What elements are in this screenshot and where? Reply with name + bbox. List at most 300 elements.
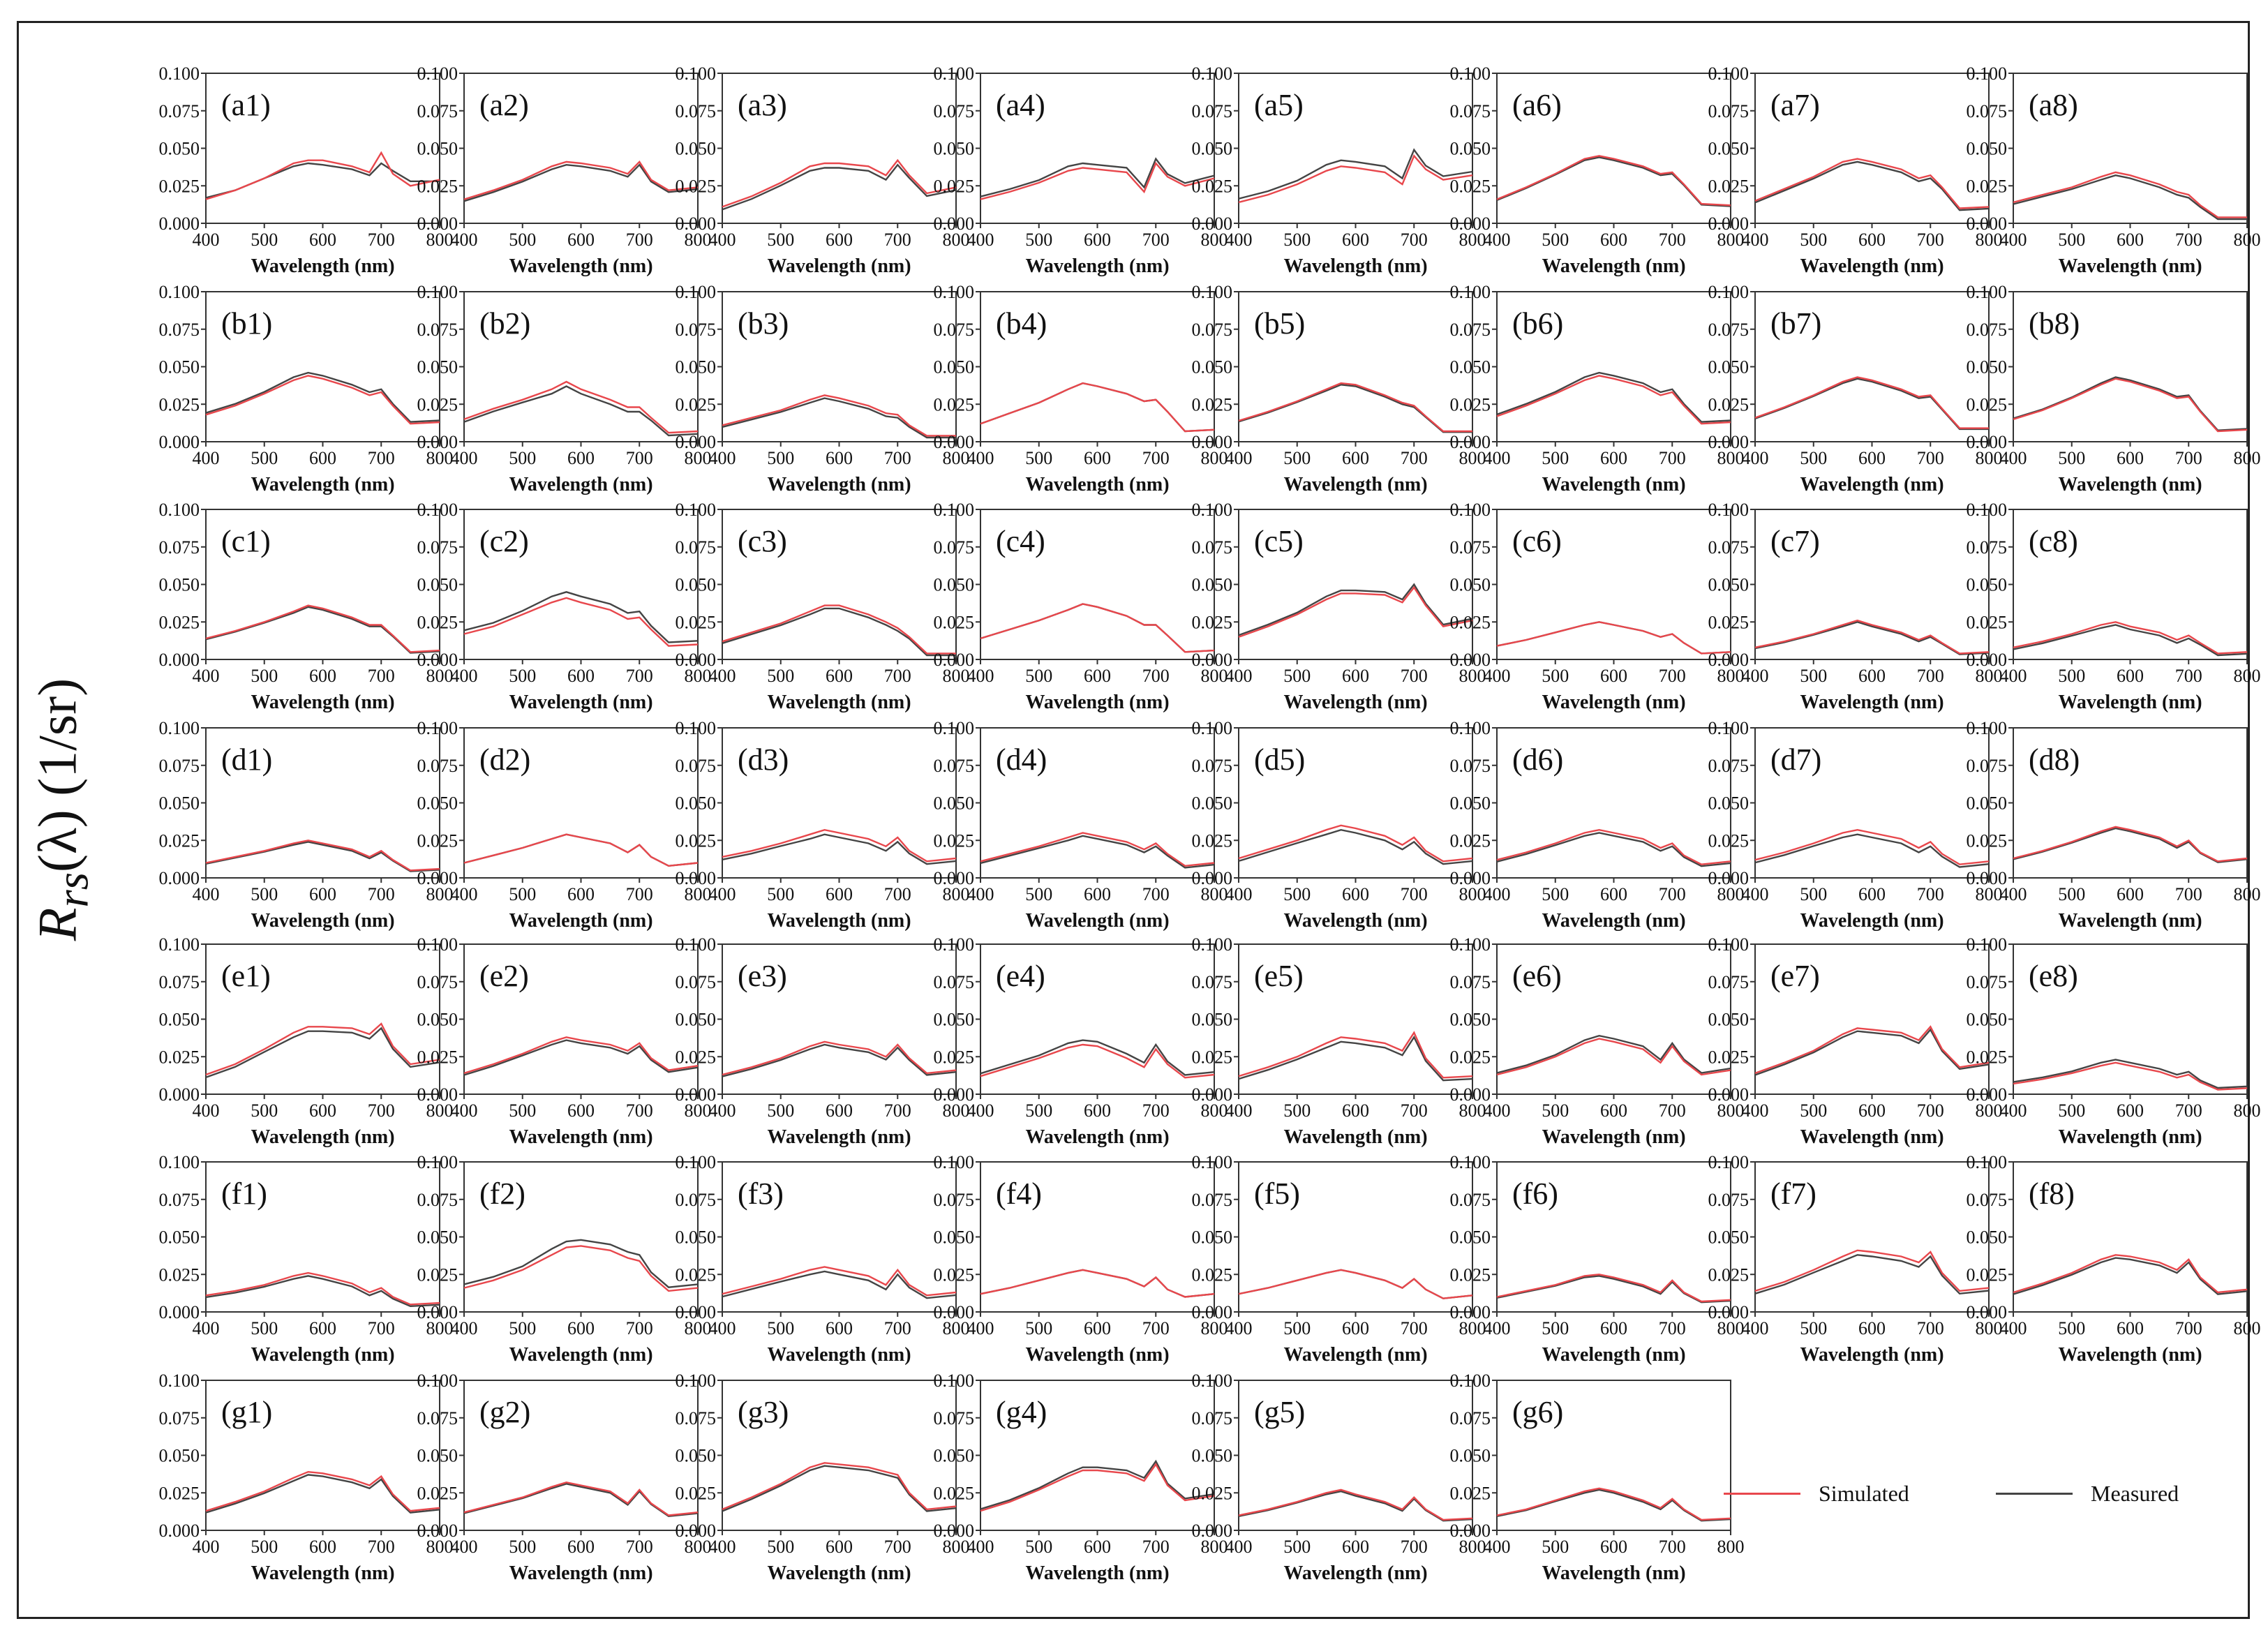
panel-d8-ytick-label-3: 0.075 bbox=[1966, 755, 2007, 776]
panel-a5-label: (a5) bbox=[1254, 88, 1304, 122]
panel-f4-ytick-label-1: 0.025 bbox=[933, 1264, 974, 1285]
panel-a2-label: (a2) bbox=[479, 88, 529, 122]
panel-g1-xtick-label-2: 600 bbox=[309, 1537, 336, 1557]
panel-e7-xtick-label-1: 500 bbox=[1800, 1100, 1828, 1121]
panel-f4-ytick-label-0: 0.000 bbox=[933, 1302, 974, 1322]
panel-c5-series-measured bbox=[1239, 585, 1472, 636]
panel-a5-xtick-label-2: 600 bbox=[1342, 230, 1369, 250]
panel-d4-xtick-label-0: 400 bbox=[967, 884, 994, 904]
panel-a6-xtick-label-1: 500 bbox=[1542, 230, 1569, 250]
panel-c2-ytick-label-2: 0.050 bbox=[417, 574, 458, 595]
panel-b7-label: (b7) bbox=[1770, 306, 1822, 341]
panel-d8-xlabel: Wavelength (nm) bbox=[2058, 910, 2202, 932]
panel-e5-xlabel: Wavelength (nm) bbox=[1283, 1126, 1428, 1148]
panel-c8-label: (c8) bbox=[2029, 524, 2078, 558]
panel-c3-xtick-label-0: 400 bbox=[708, 666, 736, 686]
panel-a5-series-measured bbox=[1239, 150, 1472, 199]
panel-b7-series-simulated bbox=[1755, 378, 1989, 428]
panel-f6-xlabel: Wavelength (nm) bbox=[1542, 1344, 1686, 1366]
panel-e1-ytick-label-1: 0.025 bbox=[158, 1047, 200, 1068]
panel-a7 bbox=[1708, 64, 2003, 277]
panel-c5-ytick-label-3: 0.075 bbox=[1191, 537, 1232, 558]
panel-c2-ytick-label-1: 0.025 bbox=[417, 612, 458, 633]
panel-e2 bbox=[417, 934, 712, 1148]
panel-f5-xtick-label-2: 600 bbox=[1342, 1318, 1369, 1338]
panel-d1-ytick-label-3: 0.075 bbox=[158, 755, 200, 776]
panel-d7-xtick-label-4: 800 bbox=[1975, 884, 2003, 904]
panel-g4-ytick-label-0: 0.000 bbox=[933, 1521, 974, 1541]
panel-d4-xtick-label-3: 700 bbox=[1142, 884, 1170, 904]
panel-a1-series-measured bbox=[206, 163, 440, 197]
legend-label-measured: Measured bbox=[2091, 1480, 2179, 1506]
panel-d4-ytick-label-0: 0.000 bbox=[933, 868, 974, 888]
panel-a2-xtick-label-3: 700 bbox=[625, 230, 653, 250]
panel-f5-series-simulated bbox=[1239, 1270, 1472, 1299]
panel-b7-xtick-label-4: 800 bbox=[1975, 448, 2003, 468]
panel-d1-xtick-label-1: 500 bbox=[251, 884, 278, 904]
panel-e1-ytick-label-3: 0.075 bbox=[158, 971, 200, 992]
panel-a6-ytick-label-1: 0.025 bbox=[1449, 176, 1491, 197]
panel-g6-xlabel: Wavelength (nm) bbox=[1542, 1562, 1686, 1584]
panel-c8-xtick-label-1: 500 bbox=[2058, 666, 2086, 686]
panel-e7-xtick-label-2: 600 bbox=[1858, 1100, 1886, 1121]
panel-c5-xtick-label-0: 400 bbox=[1225, 666, 1253, 686]
panel-b1-ytick-label-2: 0.050 bbox=[158, 357, 200, 378]
panel-e5-ytick-label-3: 0.075 bbox=[1191, 971, 1232, 992]
panel-e4-ytick-label-2: 0.050 bbox=[933, 1009, 974, 1030]
panel-f2-ytick-label-0: 0.000 bbox=[417, 1302, 458, 1322]
panel-c3 bbox=[676, 500, 970, 713]
panel-e1-xtick-label-0: 400 bbox=[192, 1100, 220, 1121]
panel-f2-xlabel: Wavelength (nm) bbox=[509, 1344, 653, 1366]
panel-b3-label: (b3) bbox=[738, 306, 789, 341]
panel-e3-series-measured bbox=[722, 1045, 956, 1077]
panel-g1-ytick-label-3: 0.075 bbox=[158, 1408, 200, 1428]
panel-g2-xtick-label-0: 400 bbox=[450, 1537, 478, 1557]
panel-c5 bbox=[1192, 500, 1486, 713]
panel-d1-xtick-label-4: 800 bbox=[426, 884, 454, 904]
panel-d8-ytick-label-1: 0.025 bbox=[1966, 830, 2007, 851]
panel-f6-xtick-label-1: 500 bbox=[1542, 1318, 1569, 1338]
panel-f1-series-simulated bbox=[206, 1273, 440, 1304]
panel-a4-xtick-label-4: 800 bbox=[1200, 230, 1228, 250]
panel-g5-ytick-label-4: 0.100 bbox=[1191, 1371, 1232, 1391]
panel-g4-xlabel: Wavelength (nm) bbox=[1025, 1562, 1170, 1584]
panel-f8-ytick-label-4: 0.100 bbox=[1966, 1152, 2007, 1172]
panel-c6-series-simulated bbox=[1497, 622, 1731, 653]
panel-c3-xlabel: Wavelength (nm) bbox=[767, 692, 911, 713]
panel-d2-series-simulated bbox=[464, 835, 698, 866]
panel-f3-label: (f3) bbox=[738, 1177, 784, 1211]
panel-f8-xlabel: Wavelength (nm) bbox=[2058, 1344, 2202, 1366]
panel-f7-series-measured bbox=[1755, 1255, 1989, 1294]
panel-c5-xtick-label-3: 700 bbox=[1400, 666, 1428, 686]
panel-a6-ytick-label-0: 0.000 bbox=[1449, 214, 1491, 234]
panel-e5-xtick-label-0: 400 bbox=[1225, 1100, 1253, 1121]
panel-a1-ytick-label-0: 0.000 bbox=[158, 214, 200, 234]
panel-c3-ytick-label-3: 0.075 bbox=[675, 537, 716, 558]
panel-b6-series-measured bbox=[1497, 373, 1731, 422]
panel-d4-ytick-label-2: 0.050 bbox=[933, 793, 974, 814]
panel-b5-series-simulated bbox=[1239, 383, 1472, 431]
panel-c5-ytick-label-0: 0.000 bbox=[1191, 650, 1232, 670]
panel-c2-ytick-label-3: 0.075 bbox=[417, 537, 458, 558]
panel-e4-xtick-label-0: 400 bbox=[967, 1100, 994, 1121]
panel-b7 bbox=[1708, 282, 2003, 495]
panel-b7-ytick-label-0: 0.000 bbox=[1708, 432, 1749, 452]
panel-c2-xtick-label-4: 800 bbox=[684, 666, 712, 686]
panel-a7-xtick-label-4: 800 bbox=[1975, 230, 2003, 250]
panel-a4-xtick-label-0: 400 bbox=[967, 230, 994, 250]
panel-g4-series-measured bbox=[980, 1461, 1214, 1509]
panel-b5-xtick-label-4: 800 bbox=[1458, 448, 1486, 468]
panel-e7-ytick-label-2: 0.050 bbox=[1708, 1009, 1749, 1030]
panel-b6-ytick-label-1: 0.025 bbox=[1449, 394, 1491, 415]
panel-e7-ytick-label-1: 0.025 bbox=[1708, 1047, 1749, 1068]
panel-e1-ytick-label-0: 0.000 bbox=[158, 1084, 200, 1105]
panel-g2-ytick-label-4: 0.100 bbox=[417, 1371, 458, 1391]
panel-a5-ytick-label-0: 0.000 bbox=[1191, 214, 1232, 234]
panel-g5-ytick-label-2: 0.050 bbox=[1191, 1445, 1232, 1466]
panel-a6-ytick-label-3: 0.075 bbox=[1449, 100, 1491, 121]
panel-f1-xtick-label-3: 700 bbox=[367, 1318, 395, 1338]
panel-d4-ytick-label-3: 0.075 bbox=[933, 755, 974, 776]
panel-f3-xtick-label-0: 400 bbox=[708, 1318, 736, 1338]
panel-a8-label: (a8) bbox=[2029, 88, 2078, 122]
panel-f6-xtick-label-0: 400 bbox=[1483, 1318, 1511, 1338]
panel-e5-xtick-label-2: 600 bbox=[1342, 1100, 1369, 1121]
panel-f7-ytick-label-0: 0.000 bbox=[1708, 1302, 1749, 1322]
legend-swatch-measured bbox=[1996, 1493, 2073, 1495]
panel-g1-label: (g1) bbox=[221, 1395, 273, 1429]
panel-e2-ytick-label-2: 0.050 bbox=[417, 1009, 458, 1030]
panel-g1-xtick-label-0: 400 bbox=[192, 1537, 220, 1557]
panel-d3-xtick-label-0: 400 bbox=[708, 884, 736, 904]
ylabel-rest: (λ) (1/sr) bbox=[27, 678, 88, 872]
panel-e8-xtick-label-3: 700 bbox=[2174, 1100, 2202, 1121]
panel-e4-label: (e4) bbox=[996, 959, 1045, 993]
panel-g4-series-simulated bbox=[980, 1464, 1214, 1511]
panel-c5-ytick-label-1: 0.025 bbox=[1191, 612, 1232, 633]
panel-g2-xtick-label-1: 500 bbox=[509, 1537, 537, 1557]
panel-c6-ytick-label-2: 0.050 bbox=[1449, 574, 1491, 595]
panel-b6-ytick-label-2: 0.050 bbox=[1449, 357, 1491, 378]
panel-c2-xtick-label-0: 400 bbox=[450, 666, 478, 686]
panel-g1-xtick-label-3: 700 bbox=[367, 1537, 395, 1557]
panel-g3-xlabel: Wavelength (nm) bbox=[767, 1562, 911, 1584]
panel-d5-ytick-label-0: 0.000 bbox=[1191, 868, 1232, 888]
panel-f5-xtick-label-0: 400 bbox=[1225, 1318, 1253, 1338]
panel-e5-series-measured bbox=[1239, 1037, 1472, 1080]
panel-c7-xtick-label-3: 700 bbox=[1916, 666, 1944, 686]
panel-e6-ytick-label-4: 0.100 bbox=[1449, 934, 1491, 955]
panel-a3 bbox=[676, 64, 970, 277]
panel-g1-xtick-label-1: 500 bbox=[251, 1537, 278, 1557]
panel-f3-ytick-label-2: 0.050 bbox=[675, 1227, 716, 1248]
panel-e8 bbox=[1967, 934, 2261, 1148]
panel-f7-ytick-label-3: 0.075 bbox=[1708, 1189, 1749, 1210]
panel-a4-xtick-label-1: 500 bbox=[1025, 230, 1053, 250]
panel-f2-label: (f2) bbox=[479, 1177, 525, 1211]
panel-b5-ytick-label-0: 0.000 bbox=[1191, 432, 1232, 452]
panel-a7-xtick-label-2: 600 bbox=[1858, 230, 1886, 250]
panel-c6-xlabel: Wavelength (nm) bbox=[1542, 692, 1686, 713]
panel-b1-xtick-label-0: 400 bbox=[192, 448, 220, 468]
panel-e6-xtick-label-3: 700 bbox=[1658, 1100, 1686, 1121]
panel-d2-xtick-label-4: 800 bbox=[684, 884, 712, 904]
panel-b2-ytick-label-4: 0.100 bbox=[417, 282, 458, 302]
panel-f1-xtick-label-1: 500 bbox=[251, 1318, 278, 1338]
panel-b6-xtick-label-0: 400 bbox=[1483, 448, 1511, 468]
panel-g6 bbox=[1450, 1371, 1745, 1584]
panel-c4-xtick-label-3: 700 bbox=[1142, 666, 1170, 686]
panel-g5-xtick-label-2: 600 bbox=[1342, 1537, 1369, 1557]
panel-e2-ytick-label-4: 0.100 bbox=[417, 934, 458, 955]
panel-c6-xtick-label-3: 700 bbox=[1658, 666, 1686, 686]
panel-b2-ytick-label-3: 0.075 bbox=[417, 319, 458, 340]
panel-f2-xtick-label-2: 600 bbox=[567, 1318, 595, 1338]
panel-e2-xtick-label-4: 800 bbox=[684, 1100, 712, 1121]
panel-d4 bbox=[934, 718, 1228, 932]
panel-g4-ytick-label-1: 0.025 bbox=[933, 1483, 974, 1504]
panel-c4 bbox=[934, 500, 1228, 713]
panel-c3-series-simulated bbox=[722, 606, 956, 654]
panel-a5-ytick-label-4: 0.100 bbox=[1191, 64, 1232, 84]
panel-a2-ytick-label-4: 0.100 bbox=[417, 64, 458, 84]
panel-a3-ytick-label-1: 0.025 bbox=[675, 176, 716, 197]
panel-g4-xtick-label-3: 700 bbox=[1142, 1537, 1170, 1557]
panel-f7-ytick-label-1: 0.025 bbox=[1708, 1264, 1749, 1285]
panel-g2-xtick-label-2: 600 bbox=[567, 1537, 595, 1557]
panel-c7-xlabel: Wavelength (nm) bbox=[1800, 692, 1944, 713]
panel-e6-ytick-label-3: 0.075 bbox=[1449, 971, 1491, 992]
panel-e7-xtick-label-0: 400 bbox=[1741, 1100, 1769, 1121]
panel-f4-ytick-label-2: 0.050 bbox=[933, 1227, 974, 1248]
panel-c4-label: (c4) bbox=[996, 524, 1045, 558]
panel-a4-xtick-label-3: 700 bbox=[1142, 230, 1170, 250]
panel-c1-xtick-label-4: 800 bbox=[426, 666, 454, 686]
panel-a8-ytick-label-3: 0.075 bbox=[1966, 100, 2007, 121]
panel-f6-label: (f6) bbox=[1512, 1177, 1558, 1211]
panel-b2-xtick-label-1: 500 bbox=[509, 448, 537, 468]
panel-f5-ytick-label-2: 0.050 bbox=[1191, 1227, 1232, 1248]
panel-f1-xtick-label-4: 800 bbox=[426, 1318, 454, 1338]
panel-d8-xtick-label-3: 700 bbox=[2174, 884, 2202, 904]
panel-e8-ytick-label-1: 0.025 bbox=[1966, 1047, 2007, 1068]
panel-g5-xtick-label-0: 400 bbox=[1225, 1537, 1253, 1557]
panel-f8-xtick-label-0: 400 bbox=[1999, 1318, 2027, 1338]
panel-d1-xtick-label-2: 600 bbox=[309, 884, 336, 904]
panel-b8-xlabel: Wavelength (nm) bbox=[2058, 474, 2202, 495]
panel-c7-xtick-label-4: 800 bbox=[1975, 666, 2003, 686]
panel-d6-xtick-label-2: 600 bbox=[1600, 884, 1627, 904]
panel-f6-ytick-label-4: 0.100 bbox=[1449, 1152, 1491, 1172]
panel-d2-ytick-label-2: 0.050 bbox=[417, 793, 458, 814]
panel-c1-xlabel: Wavelength (nm) bbox=[251, 692, 395, 713]
panel-d5-label: (d5) bbox=[1254, 742, 1306, 777]
panel-d2-ytick-label-3: 0.075 bbox=[417, 755, 458, 776]
panel-c3-ytick-label-0: 0.000 bbox=[675, 650, 716, 670]
panel-c8-series-simulated bbox=[2013, 622, 2247, 653]
panel-f4-series-simulated bbox=[980, 1270, 1214, 1297]
panel-c7-ytick-label-2: 0.050 bbox=[1708, 574, 1749, 595]
panel-c5-xtick-label-4: 800 bbox=[1458, 666, 1486, 686]
panel-e6-xtick-label-4: 800 bbox=[1717, 1100, 1745, 1121]
panel-b3-ytick-label-2: 0.050 bbox=[675, 357, 716, 378]
panel-b4-ytick-label-4: 0.100 bbox=[933, 282, 974, 302]
panel-b7-xtick-label-2: 600 bbox=[1858, 448, 1886, 468]
panel-e7-xtick-label-4: 800 bbox=[1975, 1100, 2003, 1121]
panel-e7 bbox=[1708, 934, 2003, 1148]
panel-a2-xtick-label-4: 800 bbox=[684, 230, 712, 250]
panel-f4-xtick-label-2: 600 bbox=[1084, 1318, 1111, 1338]
panel-a7-ytick-label-2: 0.050 bbox=[1708, 138, 1749, 159]
panel-g4-xtick-label-1: 500 bbox=[1025, 1537, 1053, 1557]
panel-a6-xtick-label-4: 800 bbox=[1717, 230, 1745, 250]
panel-f7-ytick-label-2: 0.050 bbox=[1708, 1227, 1749, 1248]
panel-f1 bbox=[159, 1152, 454, 1366]
panel-d6-ytick-label-4: 0.100 bbox=[1449, 718, 1491, 738]
panel-d6-xlabel: Wavelength (nm) bbox=[1542, 910, 1686, 932]
panel-c3-xtick-label-4: 800 bbox=[942, 666, 970, 686]
panel-b6-xtick-label-1: 500 bbox=[1542, 448, 1569, 468]
panel-d2-xtick-label-1: 500 bbox=[509, 884, 537, 904]
panel-b3-ytick-label-0: 0.000 bbox=[675, 432, 716, 452]
panel-d4-xlabel: Wavelength (nm) bbox=[1025, 910, 1170, 932]
panel-b8-xtick-label-1: 500 bbox=[2058, 448, 2086, 468]
panel-e5-ytick-label-2: 0.050 bbox=[1191, 1009, 1232, 1030]
panel-f8-xtick-label-1: 500 bbox=[2058, 1318, 2086, 1338]
panel-g3-ytick-label-1: 0.025 bbox=[675, 1483, 716, 1504]
panel-c2-xtick-label-1: 500 bbox=[509, 666, 537, 686]
panel-b4-xlabel: Wavelength (nm) bbox=[1025, 474, 1170, 495]
panel-c6-ytick-label-1: 0.025 bbox=[1449, 612, 1491, 633]
panel-a5 bbox=[1192, 64, 1486, 277]
panel-e3 bbox=[676, 934, 970, 1148]
panel-f5-ytick-label-1: 0.025 bbox=[1191, 1264, 1232, 1285]
panel-e6-ytick-label-1: 0.025 bbox=[1449, 1047, 1491, 1068]
panel-g2-ytick-label-1: 0.025 bbox=[417, 1483, 458, 1504]
panel-b7-ytick-label-3: 0.075 bbox=[1708, 319, 1749, 340]
panel-f2-series-measured bbox=[464, 1240, 698, 1288]
panel-c4-ytick-label-2: 0.050 bbox=[933, 574, 974, 595]
panel-c8-xtick-label-4: 800 bbox=[2233, 666, 2261, 686]
panel-f5-xlabel: Wavelength (nm) bbox=[1283, 1344, 1428, 1366]
panel-g3-xtick-label-4: 800 bbox=[942, 1537, 970, 1557]
panel-a4-series-measured bbox=[980, 159, 1214, 197]
panel-a5-xtick-label-4: 800 bbox=[1458, 230, 1486, 250]
panel-f8-label: (f8) bbox=[2029, 1177, 2075, 1211]
panel-d7-xlabel: Wavelength (nm) bbox=[1800, 910, 1944, 932]
panel-e8-ytick-label-3: 0.075 bbox=[1966, 971, 2007, 992]
panel-c4-ytick-label-1: 0.025 bbox=[933, 612, 974, 633]
panel-d8-ytick-label-2: 0.050 bbox=[1966, 793, 2007, 814]
panel-e3-ytick-label-1: 0.025 bbox=[675, 1047, 716, 1068]
panel-a1-xtick-label-3: 700 bbox=[367, 230, 395, 250]
panel-b4-xtick-label-4: 800 bbox=[1200, 448, 1228, 468]
panel-b5-xtick-label-2: 600 bbox=[1342, 448, 1369, 468]
panel-d8-xtick-label-1: 500 bbox=[2058, 884, 2086, 904]
panel-b7-ytick-label-4: 0.100 bbox=[1708, 282, 1749, 302]
panel-b3-ytick-label-1: 0.025 bbox=[675, 394, 716, 415]
panel-d8-xtick-label-2: 600 bbox=[2117, 884, 2144, 904]
panel-c7-xtick-label-2: 600 bbox=[1858, 666, 1886, 686]
panel-d6-ytick-label-2: 0.050 bbox=[1449, 793, 1491, 814]
panel-b7-xtick-label-0: 400 bbox=[1741, 448, 1769, 468]
panel-d3-ytick-label-3: 0.075 bbox=[675, 755, 716, 776]
panel-f3-xlabel: Wavelength (nm) bbox=[767, 1344, 911, 1366]
panel-g6-label: (g6) bbox=[1512, 1395, 1564, 1429]
panel-d7-xtick-label-1: 500 bbox=[1800, 884, 1828, 904]
panel-b1-ytick-label-4: 0.100 bbox=[158, 282, 200, 302]
panel-d7-xtick-label-0: 400 bbox=[1741, 884, 1769, 904]
panel-b8-ytick-label-0: 0.000 bbox=[1966, 432, 2007, 452]
panel-f4-xlabel: Wavelength (nm) bbox=[1025, 1344, 1170, 1366]
panel-c1 bbox=[159, 500, 454, 713]
panel-e7-ytick-label-4: 0.100 bbox=[1708, 934, 1749, 955]
panel-g2-ytick-label-2: 0.050 bbox=[417, 1445, 458, 1466]
panel-b2-xtick-label-4: 800 bbox=[684, 448, 712, 468]
panel-d7-series-simulated bbox=[1755, 830, 1989, 865]
panel-d5-ytick-label-2: 0.050 bbox=[1191, 793, 1232, 814]
panel-a1-xtick-label-4: 800 bbox=[426, 230, 454, 250]
panel-b8-ytick-label-3: 0.075 bbox=[1966, 319, 2007, 340]
panel-g2-xlabel: Wavelength (nm) bbox=[509, 1562, 653, 1584]
legend-item-simulated bbox=[1724, 1472, 1909, 1514]
panel-d2-xlabel: Wavelength (nm) bbox=[509, 910, 653, 932]
panel-a4-ytick-label-2: 0.050 bbox=[933, 138, 974, 159]
panel-d3-xtick-label-3: 700 bbox=[883, 884, 911, 904]
panel-d4-series-simulated bbox=[980, 833, 1214, 866]
panel-f2-ytick-label-4: 0.100 bbox=[417, 1152, 458, 1172]
panel-c1-series-simulated bbox=[206, 606, 440, 652]
panel-e4-series-simulated bbox=[980, 1045, 1214, 1077]
panel-c8-xlabel: Wavelength (nm) bbox=[2058, 692, 2202, 713]
panel-d3-xtick-label-1: 500 bbox=[767, 884, 795, 904]
panel-d3-xtick-label-2: 600 bbox=[826, 884, 853, 904]
legend bbox=[1724, 1472, 2212, 1514]
panel-b7-xlabel: Wavelength (nm) bbox=[1800, 474, 1944, 495]
panel-b5-xtick-label-3: 700 bbox=[1400, 448, 1428, 468]
panel-c1-xtick-label-3: 700 bbox=[367, 666, 395, 686]
panel-d7 bbox=[1708, 718, 2003, 932]
panel-b6-label: (b6) bbox=[1512, 306, 1564, 341]
panel-d6-label: (d6) bbox=[1512, 742, 1564, 777]
panel-f6-xtick-label-4: 800 bbox=[1717, 1318, 1745, 1338]
panel-e2-xlabel: Wavelength (nm) bbox=[509, 1126, 653, 1148]
panel-c1-ytick-label-2: 0.050 bbox=[158, 574, 200, 595]
panel-g6-xtick-label-3: 700 bbox=[1658, 1537, 1686, 1557]
panel-c6-xtick-label-0: 400 bbox=[1483, 666, 1511, 686]
panel-f3-xtick-label-4: 800 bbox=[942, 1318, 970, 1338]
panel-g6-xtick-label-2: 600 bbox=[1600, 1537, 1627, 1557]
panel-e7-xtick-label-3: 700 bbox=[1916, 1100, 1944, 1121]
panel-b6-ytick-label-0: 0.000 bbox=[1449, 432, 1491, 452]
panel-g5-ytick-label-0: 0.000 bbox=[1191, 1521, 1232, 1541]
panel-e1-xtick-label-3: 700 bbox=[367, 1100, 395, 1121]
panel-d1-xlabel: Wavelength (nm) bbox=[251, 910, 395, 932]
panel-a1-xlabel: Wavelength (nm) bbox=[251, 255, 395, 277]
panel-c8 bbox=[1967, 500, 2261, 713]
panel-d4-ytick-label-4: 0.100 bbox=[933, 718, 974, 738]
panel-f3-xtick-label-2: 600 bbox=[826, 1318, 853, 1338]
panel-g1-series-simulated bbox=[206, 1472, 440, 1511]
panel-d7-ytick-label-4: 0.100 bbox=[1708, 718, 1749, 738]
panel-e2-xtick-label-1: 500 bbox=[509, 1100, 537, 1121]
panel-g4-xtick-label-4: 800 bbox=[1200, 1537, 1228, 1557]
panel-e3-ytick-label-2: 0.050 bbox=[675, 1009, 716, 1030]
panel-b6-xlabel: Wavelength (nm) bbox=[1542, 474, 1686, 495]
